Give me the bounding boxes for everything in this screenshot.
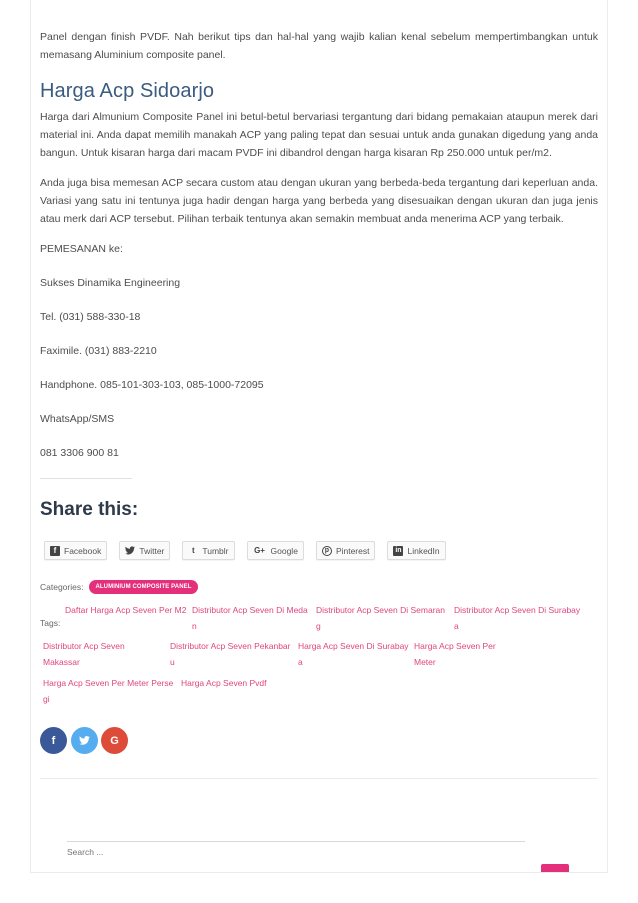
- twitter-icon: [79, 736, 90, 745]
- share-label: LinkedIn: [407, 545, 440, 556]
- facebook-icon: f: [50, 546, 60, 556]
- twitter-social-button[interactable]: [71, 727, 98, 754]
- categories: [40, 580, 198, 594]
- pinterest-icon: p: [322, 546, 332, 556]
- tag-link[interactable]: Distributor Acp Seven Di Medan: [192, 605, 308, 631]
- tag-link[interactable]: Daftar Harga Acp Seven Per M2: [65, 605, 187, 615]
- search-button[interactable]: [541, 864, 569, 872]
- share-buttons: [44, 541, 446, 560]
- order-label: PEMESANAN ke:: [40, 243, 123, 255]
- share-label: Pinterest: [335, 545, 370, 556]
- share-label: Facebook: [64, 545, 102, 556]
- share-pinterest-button[interactable]: [316, 541, 376, 560]
- company-name: Sukses Dinamika Engineering: [40, 277, 181, 289]
- tag-link[interactable]: Harga Acp Seven Per Meter Persegi: [43, 678, 174, 704]
- share-title: Share this:: [40, 499, 139, 520]
- tags-label: Tags:: [40, 618, 61, 628]
- tag-link[interactable]: Distributor Acp Seven Pekanbaru: [170, 641, 291, 667]
- tag-link[interactable]: Harga Acp Seven Pvdf: [181, 678, 267, 688]
- facebook-social-button[interactable]: [40, 727, 67, 754]
- google-icon: G: [110, 734, 119, 747]
- divider: [40, 478, 132, 479]
- tag-link[interactable]: Harga Acp Seven Di Surabaya: [298, 641, 409, 667]
- categories-label: Categories:: [40, 582, 84, 592]
- search-input[interactable]: [67, 847, 507, 857]
- category-badge[interactable]: ALUMINIUM COMPOSITE PANEL: [89, 580, 197, 594]
- section-heading: Harga Acp Sidoarjo: [40, 80, 215, 102]
- telephone: Tel. (031) 588-330-18: [40, 311, 141, 323]
- custom-paragraph: Anda juga bisa memesan ACP secara custom atau dengan ukuran yang berbeda-beda tergantung dari keperluan anda. Variasi yang satu ini tentunya juga hadir dengan harga yang berbeda yang disesuaikan dengan ukuran dan juga jenis atau merk dari ACP tersebut. Pilihan terbaik tentunya akan semakin membuat anda menerima ACP yang terbaik.: [40, 177, 598, 225]
- faximile: Faximile. (031) 883-2210: [40, 345, 157, 357]
- share-google-button[interactable]: [247, 541, 304, 560]
- intro-paragraph: Panel dengan finish PVDF. Nah berikut tips dan hal-hal yang wajib kalian kenal sebelum mempertimbangkan untuk memasang Aluminium composite panel.: [40, 31, 598, 61]
- google-social-button[interactable]: [101, 727, 128, 754]
- tag-link[interactable]: Distributor Acp Seven Di Semarang: [316, 605, 445, 631]
- tag-link[interactable]: Harga Acp Seven Per Meter: [414, 641, 496, 667]
- divider: [40, 778, 598, 779]
- search-underline: [67, 841, 525, 842]
- tumblr-icon: t: [192, 546, 195, 555]
- share-facebook-button[interactable]: [44, 541, 107, 560]
- tag-link[interactable]: Distributor Acp Seven Di Surabaya: [454, 605, 581, 631]
- share-label: Tumblr: [202, 545, 229, 556]
- whatsapp-number: 081 3306 900 81: [40, 447, 119, 459]
- google-plus-icon: G+: [254, 546, 265, 555]
- facebook-icon: f: [51, 734, 56, 747]
- linkedin-icon: in: [395, 547, 402, 554]
- share-twitter-button[interactable]: [119, 541, 170, 560]
- share-linkedin-button[interactable]: [387, 541, 445, 560]
- share-label: Google: [270, 545, 298, 556]
- share-tumblr-button[interactable]: [182, 541, 234, 560]
- twitter-icon: [125, 546, 135, 556]
- share-label: Twitter: [139, 545, 165, 556]
- handphone: Handphone. 085-101-303-103, 085-1000-72095: [40, 379, 264, 391]
- whatsapp-label: WhatsApp/SMS: [40, 413, 115, 425]
- tag-link[interactable]: Distributor Acp Seven Makassar: [43, 641, 125, 667]
- price-paragraph: Harga dari Almunium Composite Panel ini betul-betul bervariasi tergantung dari bidang pemakaian ataupun merek dari material ini. Anda dapat memilih manakah ACP yang paling tepat dan sesuai untuk anda gunakan digedung yang anda bangun. Untuk kisaran harga dari macam PVDF ini dibandrol dengan harga kisaran Rp 250.000 untuk per/m2.: [40, 111, 598, 159]
